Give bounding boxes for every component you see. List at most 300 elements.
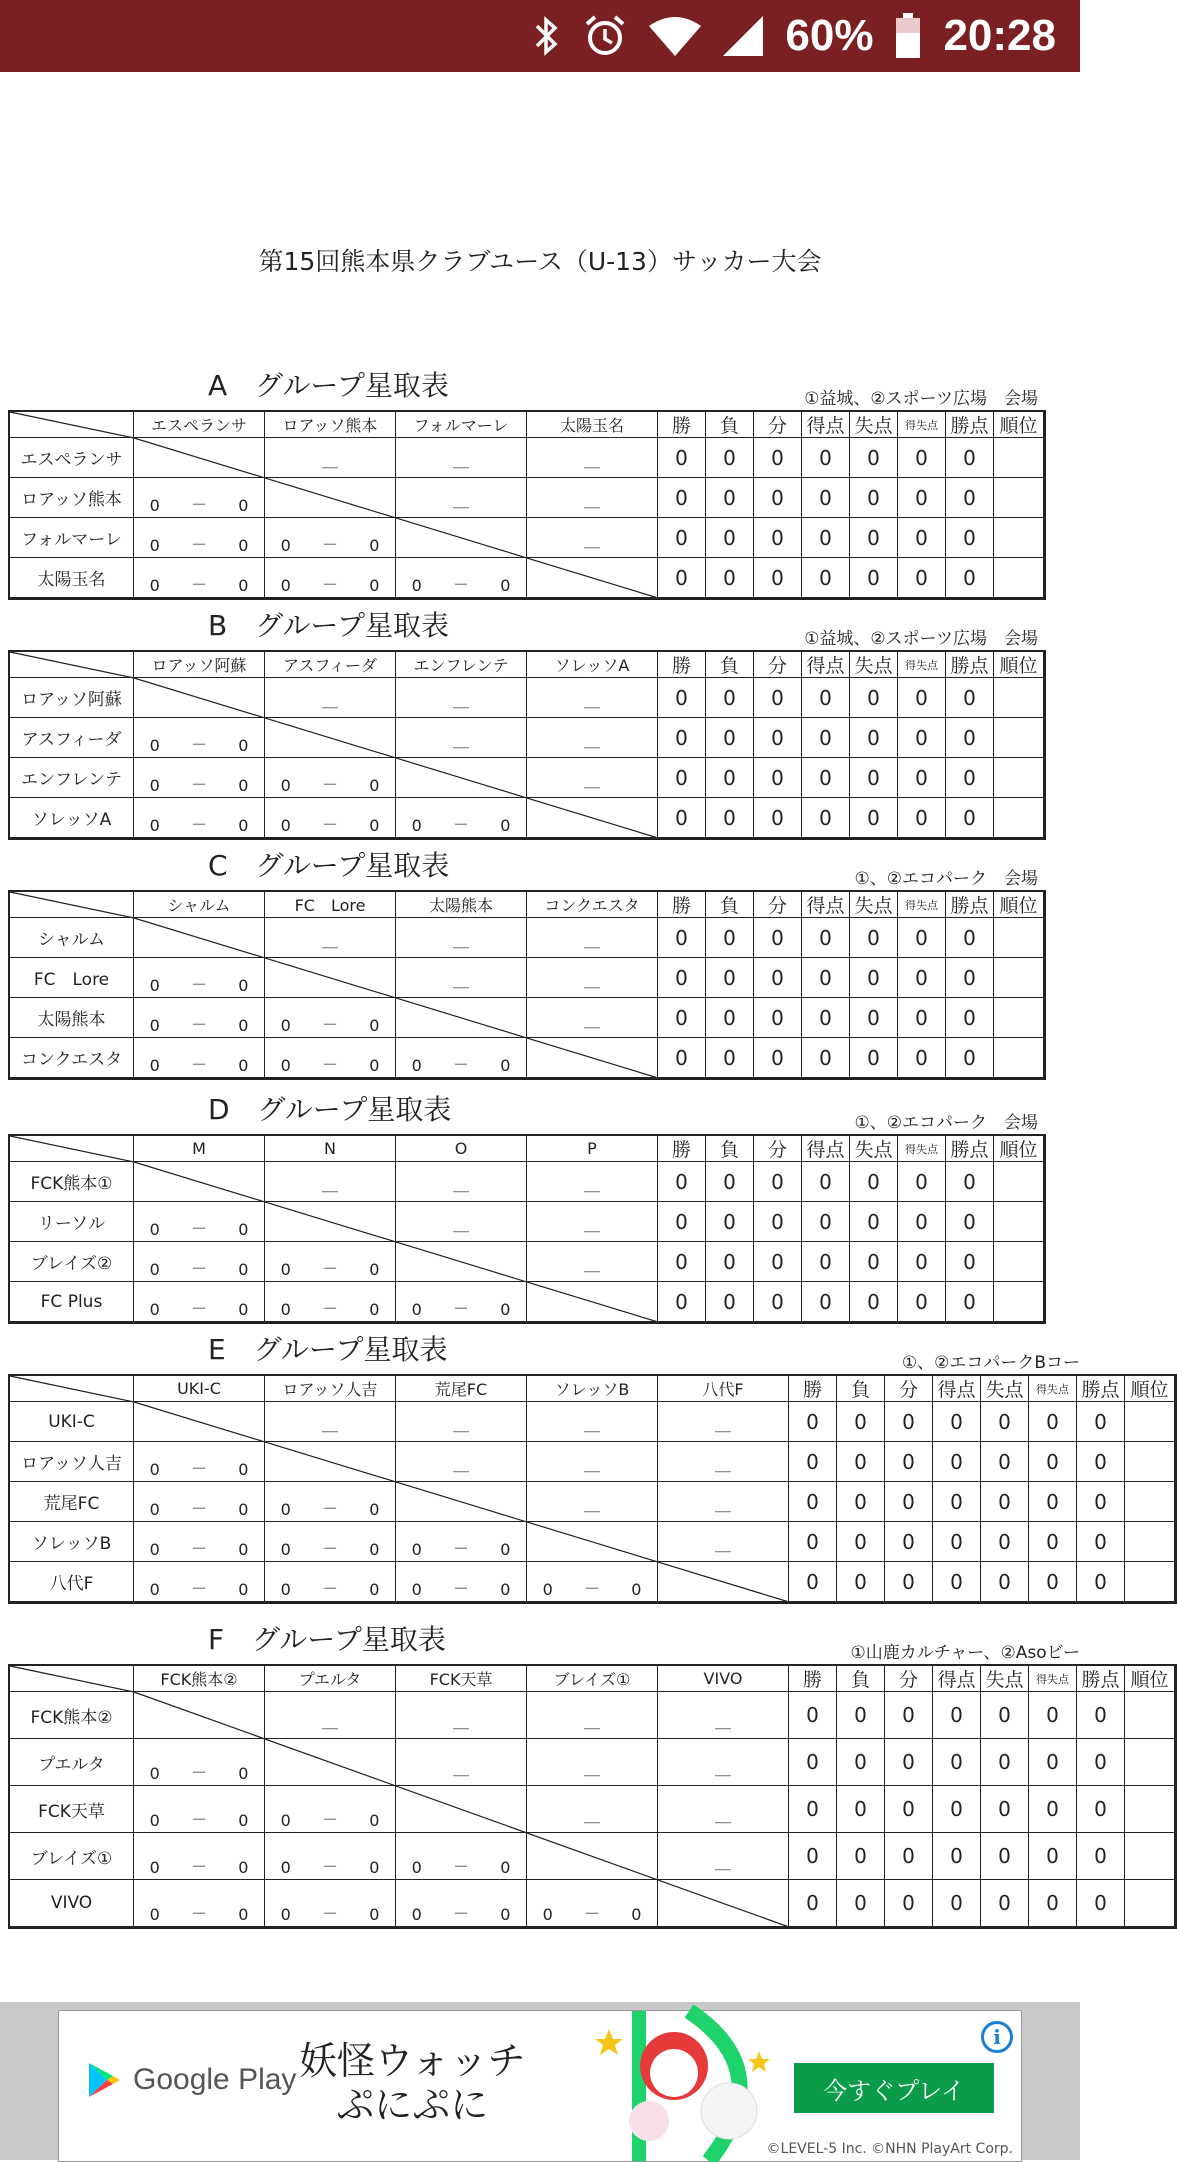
score-sep: －	[452, 1579, 469, 1598]
stat-value: 0	[658, 718, 706, 758]
score-sep: －	[452, 575, 469, 594]
stat-value: 0	[898, 798, 946, 838]
score-b: 0	[631, 1905, 642, 1924]
score-sep: －	[190, 1259, 207, 1278]
stat-value: 0	[754, 998, 802, 1038]
stat-header: 得点	[933, 1376, 981, 1402]
stat-value: 0	[898, 998, 946, 1038]
stat-value: 0	[981, 1739, 1029, 1786]
match-result-pending: ＿	[396, 918, 527, 958]
score-b: 0	[238, 1500, 249, 1519]
score-a: 0	[149, 1500, 160, 1519]
score-b: 0	[369, 1540, 380, 1559]
stat-value	[994, 798, 1044, 838]
team-column-header: 荒尾FC	[396, 1376, 527, 1402]
stat-value: 0	[1077, 1442, 1125, 1482]
match-result-pending: ＿	[527, 758, 658, 798]
stat-header: 得失点	[898, 412, 946, 438]
stat-value: 0	[706, 1038, 754, 1078]
diagonal-line	[10, 1666, 789, 1927]
stat-value: 0	[754, 718, 802, 758]
score-sep: －	[190, 1015, 207, 1034]
stat-header: 勝	[658, 1136, 706, 1162]
stat-value: 0	[981, 1562, 1029, 1602]
team-row-label: シャルム	[10, 918, 134, 958]
group-title: F グループ星取表	[208, 1623, 446, 1656]
stat-header: 勝	[789, 1666, 837, 1692]
score-sep: －	[321, 1299, 338, 1318]
score-a: 0	[149, 576, 160, 595]
score-a: 0	[149, 976, 160, 995]
ad-banner[interactable]	[0, 2002, 1080, 2160]
team-row-label: ブレイズ①	[10, 1833, 134, 1880]
team-row-label: フォルマーレ	[10, 518, 134, 558]
stat-value: 0	[933, 1833, 981, 1880]
stat-value: 0	[1077, 1402, 1125, 1442]
stat-value: 0	[754, 1162, 802, 1202]
stat-header: 勝点	[1077, 1666, 1125, 1692]
match-result-pending: ＿	[527, 998, 658, 1038]
score-b: 0	[500, 816, 511, 835]
stat-value: 0	[1077, 1692, 1125, 1739]
stat-value: 0	[1029, 1833, 1077, 1880]
stat-value	[994, 758, 1044, 798]
stat-value: 0	[802, 678, 850, 718]
stat-value: 0	[885, 1402, 933, 1442]
score-sep: －	[321, 1810, 338, 1829]
ad-box[interactable]	[58, 2010, 1022, 2162]
team-column-header: ロアッソ阿蘇	[134, 652, 265, 678]
match-result-pending: ＿	[396, 438, 527, 478]
score-a: 0	[149, 736, 160, 755]
stat-value: 0	[1029, 1442, 1077, 1482]
team-row-label: ブレイズ②	[10, 1242, 134, 1282]
stat-value	[994, 998, 1044, 1038]
stat-value: 0	[946, 958, 994, 998]
stat-header: 得失点	[898, 652, 946, 678]
match-result-pending: ＿	[658, 1442, 789, 1482]
stat-value: 0	[802, 478, 850, 518]
team-column-header: エンフレンテ	[396, 652, 527, 678]
score-a: 0	[280, 576, 291, 595]
score-a: 0	[149, 496, 160, 515]
stat-value: 0	[658, 918, 706, 958]
stat-value: 0	[658, 678, 706, 718]
score-a: 0	[411, 1300, 422, 1319]
stat-value	[1125, 1739, 1175, 1786]
stat-value: 0	[850, 1162, 898, 1202]
team-column-header: 太陽熊本	[396, 892, 527, 918]
team-column-header: N	[265, 1136, 396, 1162]
score-b: 0	[238, 816, 249, 835]
stat-value: 0	[802, 918, 850, 958]
status-bar	[0, 0, 1080, 72]
stat-value: 0	[789, 1522, 837, 1562]
stat-value: 0	[933, 1522, 981, 1562]
stat-value: 0	[789, 1786, 837, 1833]
score-sep: －	[321, 1015, 338, 1034]
stat-value: 0	[946, 518, 994, 558]
team-row-label: 太陽熊本	[10, 998, 134, 1038]
match-result-pending: ＿	[265, 1162, 396, 1202]
stat-value	[1125, 1442, 1175, 1482]
stat-value: 0	[946, 918, 994, 958]
score-sep: －	[452, 1857, 469, 1876]
group-table-a	[8, 370, 1080, 600]
score-a: 0	[280, 1811, 291, 1830]
stat-value: 0	[658, 998, 706, 1038]
stat-value: 0	[933, 1442, 981, 1482]
score-a: 0	[149, 816, 160, 835]
stat-value: 0	[885, 1833, 933, 1880]
team-column-header: UKI-C	[134, 1376, 265, 1402]
stat-value: 0	[898, 478, 946, 518]
play-now-button[interactable]: 今すぐプレイ	[794, 2063, 994, 2113]
match-result-pending: ＿	[265, 1402, 396, 1442]
match-result-pending: ＿	[396, 718, 527, 758]
google-play-label: Google Play	[133, 2063, 297, 2096]
stat-value: 0	[1029, 1786, 1077, 1833]
match-result-pending: ＿	[265, 438, 396, 478]
score-b: 0	[500, 1580, 511, 1599]
stat-value: 0	[837, 1522, 885, 1562]
stat-value: 0	[850, 1282, 898, 1322]
google-play-logo	[87, 2061, 296, 2099]
stat-value: 0	[837, 1739, 885, 1786]
stat-value: 0	[1029, 1522, 1077, 1562]
alarm-icon	[583, 14, 627, 58]
team-column-header: シャルム	[134, 892, 265, 918]
stat-value: 0	[658, 558, 706, 598]
group-table-c	[8, 850, 1080, 1080]
group-venue: ①、②エコパーク 会場	[854, 1113, 1038, 1133]
stat-value: 0	[754, 438, 802, 478]
stat-header: 順位	[994, 892, 1044, 918]
ad-info-icon[interactable]: i	[981, 2021, 1013, 2053]
score-sep: －	[321, 1579, 338, 1598]
stat-value: 0	[946, 1162, 994, 1202]
stat-value: 0	[789, 1692, 837, 1739]
stat-value: 0	[981, 1880, 1029, 1927]
score-b: 0	[238, 1056, 249, 1075]
match-result-pending: ＿	[527, 1482, 658, 1522]
stat-header: 負	[837, 1376, 885, 1402]
stat-value: 0	[946, 1242, 994, 1282]
score-a: 0	[149, 1016, 160, 1035]
stat-header: 分	[754, 892, 802, 918]
stat-value: 0	[658, 1162, 706, 1202]
stat-value: 0	[706, 798, 754, 838]
stat-header: 勝点	[1077, 1376, 1125, 1402]
score-sep: －	[190, 1299, 207, 1318]
team-column-header: 太陽玉名	[527, 412, 658, 438]
stat-header: 勝点	[946, 1136, 994, 1162]
stat-value: 0	[754, 958, 802, 998]
stat-value: 0	[658, 958, 706, 998]
stat-header: 得失点	[898, 892, 946, 918]
stat-value: 0	[837, 1833, 885, 1880]
match-result-pending: ＿	[527, 958, 658, 998]
match-result-pending: ＿	[265, 918, 396, 958]
score-b: 0	[500, 1300, 511, 1319]
stat-header: 失点	[850, 1136, 898, 1162]
stat-value: 0	[933, 1402, 981, 1442]
score-a: 0	[411, 816, 422, 835]
score-a: 0	[542, 1905, 553, 1924]
stat-value	[994, 1038, 1044, 1078]
stat-header: 得点	[802, 1136, 850, 1162]
score-b: 0	[369, 1905, 380, 1924]
stat-value: 0	[885, 1786, 933, 1833]
match-result-pending: ＿	[527, 1692, 658, 1739]
stat-value: 0	[850, 1202, 898, 1242]
score-b: 0	[238, 1460, 249, 1479]
stat-value: 0	[850, 718, 898, 758]
stat-value: 0	[898, 438, 946, 478]
stat-value: 0	[933, 1692, 981, 1739]
score-a: 0	[280, 1858, 291, 1877]
match-result-pending: ＿	[658, 1833, 789, 1880]
score-b: 0	[369, 1580, 380, 1599]
score-sep: －	[190, 775, 207, 794]
stat-value	[994, 1242, 1044, 1282]
stat-header: 勝	[658, 892, 706, 918]
stat-value: 0	[1077, 1739, 1125, 1786]
stat-value: 0	[1077, 1880, 1125, 1927]
score-b: 0	[238, 1540, 249, 1559]
team-row-label: FCK熊本①	[10, 1162, 134, 1202]
team-row-label: ソレッソB	[10, 1522, 134, 1562]
match-result-pending: ＿	[396, 1692, 527, 1739]
score-a: 0	[280, 1260, 291, 1279]
stat-value: 0	[802, 1282, 850, 1322]
stat-value: 0	[802, 1038, 850, 1078]
stat-value: 0	[946, 1038, 994, 1078]
stat-header: 順位	[994, 652, 1044, 678]
team-column-header: VIVO	[658, 1666, 789, 1692]
score-sep: －	[321, 1904, 338, 1923]
match-result-pending: ＿	[265, 678, 396, 718]
score-sep: －	[452, 1904, 469, 1923]
stat-header: 勝点	[946, 892, 994, 918]
team-column-header: ロアッソ人吉	[265, 1376, 396, 1402]
stat-header: 勝点	[946, 652, 994, 678]
ad-game-title	[299, 2039, 525, 2127]
stat-value: 0	[837, 1692, 885, 1739]
team-row-label: ソレッソA	[10, 798, 134, 838]
stat-value: 0	[754, 758, 802, 798]
stat-value: 0	[789, 1402, 837, 1442]
team-column-header: M	[134, 1136, 265, 1162]
stat-value: 0	[1077, 1786, 1125, 1833]
score-a: 0	[411, 1858, 422, 1877]
stat-value: 0	[981, 1522, 1029, 1562]
stat-value: 0	[658, 1038, 706, 1078]
stat-value: 0	[898, 1038, 946, 1078]
score-a: 0	[280, 1540, 291, 1559]
score-b: 0	[238, 496, 249, 515]
score-b: 0	[500, 576, 511, 595]
stat-value: 0	[802, 958, 850, 998]
stat-value: 0	[789, 1833, 837, 1880]
stat-header: 順位	[994, 1136, 1044, 1162]
stat-value: 0	[706, 1162, 754, 1202]
group-title: C グループ星取表	[208, 849, 450, 882]
stat-value	[1125, 1786, 1175, 1833]
team-row-label: ロアッソ熊本	[10, 478, 134, 518]
stat-value: 0	[898, 1282, 946, 1322]
score-sep: －	[321, 1499, 338, 1518]
stat-value: 0	[754, 678, 802, 718]
score-b: 0	[369, 776, 380, 795]
score-a: 0	[149, 1300, 160, 1319]
score-b: 0	[369, 1858, 380, 1877]
stat-value: 0	[850, 918, 898, 958]
match-result-pending: ＿	[658, 1482, 789, 1522]
stat-value: 0	[802, 1162, 850, 1202]
score-sep: －	[321, 1259, 338, 1278]
score-a: 0	[149, 1220, 160, 1239]
team-row-label: アスフィーダ	[10, 718, 134, 758]
stat-value: 0	[898, 958, 946, 998]
stat-value: 0	[885, 1880, 933, 1927]
score-sep: －	[190, 1539, 207, 1558]
stat-header: 分	[754, 652, 802, 678]
stat-header: 負	[706, 1136, 754, 1162]
score-sep: －	[190, 535, 207, 554]
group-venue: ①、②エコパーク 会場	[854, 869, 1038, 889]
score-b: 0	[238, 1016, 249, 1035]
stat-value: 0	[850, 438, 898, 478]
stat-value: 0	[1077, 1522, 1125, 1562]
match-result-pending: ＿	[658, 1786, 789, 1833]
stat-header: 分	[754, 412, 802, 438]
score-a: 0	[149, 1460, 160, 1479]
score-a: 0	[149, 1905, 160, 1924]
bluetooth-icon	[533, 16, 561, 56]
team-row-label: ロアッソ人吉	[10, 1442, 134, 1482]
stat-value: 0	[754, 1202, 802, 1242]
score-a: 0	[280, 776, 291, 795]
match-result-pending: ＿	[527, 478, 658, 518]
stat-value: 0	[981, 1833, 1029, 1880]
match-result-pending: ＿	[396, 1739, 527, 1786]
score-b: 0	[631, 1580, 642, 1599]
match-result-pending: ＿	[527, 678, 658, 718]
score-a: 0	[411, 576, 422, 595]
google-play-icon	[87, 2061, 121, 2099]
stat-value: 0	[933, 1880, 981, 1927]
stat-value: 0	[898, 758, 946, 798]
stat-header: 得点	[802, 652, 850, 678]
stat-value: 0	[885, 1692, 933, 1739]
score-b: 0	[369, 576, 380, 595]
stat-value: 0	[754, 798, 802, 838]
stat-value: 0	[802, 518, 850, 558]
stat-value: 0	[946, 678, 994, 718]
diagonal-line	[10, 1376, 789, 1602]
stat-value: 0	[933, 1562, 981, 1602]
stat-value: 0	[946, 998, 994, 1038]
team-column-header: FCK天草	[396, 1666, 527, 1692]
score-sep: －	[583, 1904, 600, 1923]
diagonal-line	[10, 892, 658, 1078]
stat-value: 0	[898, 678, 946, 718]
score-a: 0	[280, 1056, 291, 1075]
stat-value: 0	[658, 518, 706, 558]
team-column-header: コンクエスタ	[527, 892, 658, 918]
stat-value: 0	[850, 998, 898, 1038]
team-column-header: O	[396, 1136, 527, 1162]
group-title: E グループ星取表	[208, 1333, 448, 1366]
stat-header: 失点	[850, 892, 898, 918]
stat-value: 0	[754, 1282, 802, 1322]
stat-value: 0	[898, 558, 946, 598]
wifi-icon	[649, 16, 701, 56]
document-view[interactable]	[0, 72, 1169, 2002]
match-result-pending: ＿	[396, 678, 527, 718]
stat-value: 0	[850, 958, 898, 998]
stat-value: 0	[754, 518, 802, 558]
stat-value: 0	[754, 478, 802, 518]
stat-header: 得失点	[1029, 1376, 1077, 1402]
stat-header: 負	[706, 412, 754, 438]
stat-value: 0	[1029, 1402, 1077, 1442]
stat-value: 0	[706, 958, 754, 998]
stat-value: 0	[946, 798, 994, 838]
stat-value: 0	[933, 1786, 981, 1833]
match-result-pending: ＿	[527, 1242, 658, 1282]
score-b: 0	[238, 1260, 249, 1279]
stat-value: 0	[981, 1482, 1029, 1522]
stat-value: 0	[789, 1739, 837, 1786]
score-sep: －	[190, 735, 207, 754]
group-venue: ①益城、②スポーツ広場 会場	[804, 389, 1038, 409]
team-column-header: FCK熊本②	[134, 1666, 265, 1692]
stat-value: 0	[1077, 1562, 1125, 1602]
ad-title-line: 妖怪ウォッチ	[299, 2039, 526, 2083]
stat-value: 0	[946, 758, 994, 798]
stat-value: 0	[658, 1202, 706, 1242]
score-sep: －	[190, 1579, 207, 1598]
stat-value: 0	[837, 1482, 885, 1522]
score-b: 0	[238, 1300, 249, 1319]
stat-value: 0	[837, 1402, 885, 1442]
stat-value: 0	[885, 1442, 933, 1482]
stat-value	[994, 438, 1044, 478]
stat-value: 0	[837, 1442, 885, 1482]
score-sep: －	[321, 1055, 338, 1074]
ad-character-art	[579, 2011, 789, 2161]
stat-header: 失点	[981, 1666, 1029, 1692]
score-a: 0	[411, 1056, 422, 1075]
stat-value	[994, 478, 1044, 518]
stat-value	[994, 718, 1044, 758]
stat-value: 0	[658, 1282, 706, 1322]
stat-value: 0	[789, 1482, 837, 1522]
diagonal-line	[10, 1136, 658, 1322]
score-a: 0	[149, 1811, 160, 1830]
team-row-label: FC Plus	[10, 1282, 134, 1322]
match-result-pending: ＿	[658, 1739, 789, 1786]
stat-value	[994, 518, 1044, 558]
stat-value: 0	[802, 798, 850, 838]
stat-value: 0	[885, 1482, 933, 1522]
ad-title-line: ぷにぷに	[336, 2083, 489, 2127]
stat-value: 0	[850, 1038, 898, 1078]
score-b: 0	[238, 1764, 249, 1783]
stat-value: 0	[802, 1202, 850, 1242]
